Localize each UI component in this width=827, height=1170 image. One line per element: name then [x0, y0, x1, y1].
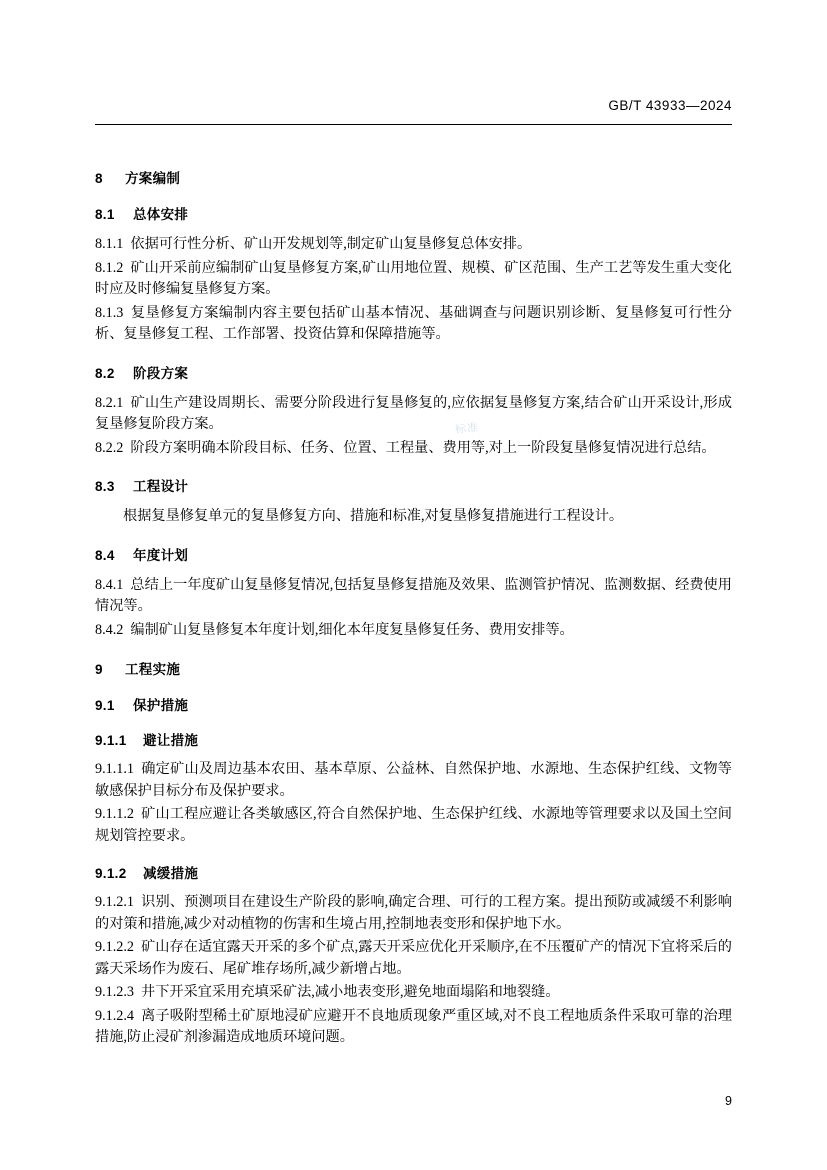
clause-number: 9.1.1.1: [95, 761, 135, 777]
clause-title: 年度计划: [133, 547, 189, 563]
clause-heading-9.1.1: [95, 729, 732, 749]
clause-text: 编制矿山复垦修复本年度计划,细化本年度复垦修复任务、费用安排等。: [130, 621, 574, 638]
clause-number: 8.1: [95, 207, 115, 222]
standard-number: GB/T 43933—2024: [608, 98, 732, 113]
clause-text: 总结上一年度矿山复垦修复情况,包括复垦修复措施及效果、监测管护情况、监测数据、经费使用情况等。: [95, 576, 732, 614]
clause-text: 复垦修复方案编制内容主要包括矿山基本情况、基础调查与问题识别诊断、复垦修复可行性分析、复垦修复工程、工作部署、投资估算和保障措施等。: [95, 304, 732, 342]
clause-paragraph-9.1.1.1: [95, 759, 732, 802]
clause-number: 8.4: [95, 547, 115, 563]
document-body: [95, 150, 732, 1051]
clause-number: 8: [95, 171, 103, 186]
clause-number: 8.1.3: [95, 304, 124, 321]
clause-number: 9.1: [95, 698, 115, 713]
clause-paragraph-8.4.2: [95, 620, 732, 642]
clause-title: 减缓措施: [143, 866, 199, 881]
watermark-text: 标准: [454, 421, 480, 437]
clause-paragraph-9.1.2.1: [95, 892, 732, 935]
clause-paragraph-8.1.3: [95, 303, 732, 346]
clause-heading-8: [95, 167, 732, 187]
clause-paragraph-9.1.2.4: [95, 1006, 732, 1049]
clause-number: 9: [95, 662, 103, 677]
clause-number: 8.1.1: [95, 236, 124, 252]
clause-text: 井下开采宜采用充填采矿法,减小地表变形,避免地面塌陷和地裂缝。: [141, 984, 560, 1000]
clause-number: 8.2.2: [95, 439, 124, 456]
clause-title: 方案编制: [125, 171, 181, 186]
clause-paragraph-9.1.2.3: [95, 982, 732, 1004]
clause-paragraph-8.2.1: [95, 393, 732, 436]
clause-text: 矿山开采前应编制矿山复垦修复方案,矿山用地位置、规模、矿区范围、生产工艺等发生重大变化时应及时修编复垦修复方案。: [95, 259, 732, 297]
clause-number: 8.4.1: [95, 576, 124, 593]
clause-title: 阶段方案: [133, 365, 189, 381]
page-header: [95, 98, 732, 120]
clause-number: 8.4.2: [95, 621, 124, 638]
clause-paragraph-8.1.1: [95, 234, 732, 256]
header-divider: [95, 124, 732, 125]
clause-heading-8.2: [95, 362, 732, 382]
clause-text: 确定矿山及周边基本农田、基本草原、公益林、自然保护地、水源地、生态保护红线、文物等敏感保护目标分布及保护要求。: [95, 761, 732, 799]
clause-text: 矿山生产建设周期长、需要分阶段进行复垦修复的,应依据复垦修复方案,结合矿山开采设计,形成复垦修复阶段方案。: [95, 394, 732, 432]
clause-number: 9.1.2.4: [95, 1007, 135, 1024]
clause-number: 9.1.2.1: [95, 894, 135, 910]
clause-heading-8.3: [95, 475, 732, 495]
clause-number: 9.1.2.3: [95, 984, 135, 1000]
clause-title: 避让措施: [143, 733, 199, 748]
clause-text: 根据复垦修复单元的复垦修复方向、措施和标准,对复垦修复措施进行工程设计。: [123, 508, 624, 524]
clause-title: 工程实施: [125, 662, 181, 677]
clause-heading-9.1.2: [95, 862, 732, 882]
clause-number: 8.2: [95, 365, 115, 381]
clause-paragraph-9.1.2.2: [95, 937, 732, 980]
page-number: 9: [725, 1094, 732, 1108]
clause-text: 依据可行性分析、矿山开发规划等,制定矿山复垦修复总体安排。: [130, 236, 532, 252]
clause-text: 识别、预测项目在建设生产阶段的影响,确定合理、可行的工程方案。提出预防或减缓不利影响的对策和措施,减少对动植物的伤害和生境占用,控制地表变形和保护地下水。: [95, 894, 732, 932]
clause-title: 保护措施: [133, 698, 189, 713]
clause-paragraph: [95, 506, 732, 528]
clause-heading-8.1: [95, 203, 732, 223]
clause-heading-9.1: [95, 694, 732, 714]
clause-paragraph-8.4.1: [95, 575, 732, 618]
clause-number: 9.1.1.2: [95, 806, 135, 822]
clause-text: 矿山存在适宜露天开采的多个矿点,露天开采应优化开采顺序,在不压覆矿产的情况下宜将采后的露天采场作为废石、尾矿堆存场所,减少新增占地。: [95, 939, 732, 977]
clause-paragraph-8.1.2: [95, 258, 732, 301]
clause-paragraph-8.2.2: [95, 438, 732, 460]
clause-number: 9.1.2.2: [95, 939, 135, 955]
clause-number: 8.2.1: [95, 394, 124, 411]
clause-number: 9.1.2: [95, 866, 127, 881]
clause-number: 8.1.2: [95, 259, 124, 276]
clause-heading-9: [95, 658, 732, 678]
clause-title: 工程设计: [133, 479, 189, 494]
clause-paragraph-9.1.1.2: [95, 804, 732, 847]
clause-number: 9.1.1: [95, 733, 127, 748]
clause-text: 离子吸附型稀土矿原地浸矿应避开不良地质现象严重区域,对不良工程地质条件采取可靠的治理措施,防止浸矿剂渗漏造成地质环境问题。: [95, 1007, 732, 1045]
clause-heading-8.4: [95, 544, 732, 564]
clause-number: 8.3: [95, 479, 115, 494]
clause-text: 阶段方案明确本阶段目标、任务、位置、工程量、费用等,对上一阶段复垦修复情况进行总结。: [130, 439, 716, 456]
clause-text: 矿山工程应避让各类敏感区,符合自然保护地、生态保护红线、水源地等管理要求以及国土空间规划管控要求。: [95, 806, 732, 844]
clause-title: 总体安排: [133, 207, 189, 222]
